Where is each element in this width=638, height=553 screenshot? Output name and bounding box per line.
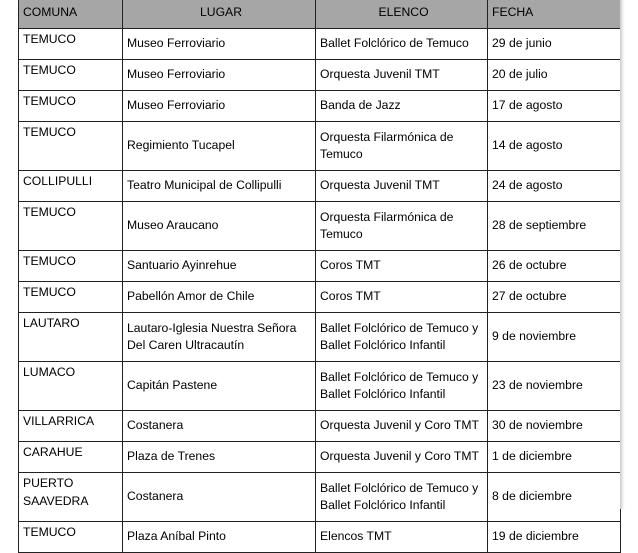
cell-lugar: Museo Ferroviario (123, 60, 316, 91)
cell-elenco: Ballet Folclórico de Temuco y Ballet Folclórico Infantil (316, 362, 488, 411)
cell-lugar: Museo Araucano (123, 202, 316, 251)
cell-comuna: LUMACO (19, 362, 123, 411)
cell-elenco: Orquesta Juvenil TMT (316, 60, 488, 91)
table-row (19, 282, 621, 313)
table-row (19, 91, 621, 122)
cell-fecha: 26 de octubre (488, 251, 621, 282)
cell-fecha: 8 de diciembre (488, 473, 621, 522)
cell-lugar: Pabellón Amor de Chile (123, 282, 316, 313)
page-edge-shadow (620, 0, 625, 509)
cell-comuna: TEMUCO (19, 251, 123, 282)
table-row (19, 442, 621, 473)
table-row (19, 29, 621, 60)
cell-elenco: Elencos TMT (316, 522, 488, 553)
cell-elenco: Orquesta Filarmónica de Temuco (316, 202, 488, 251)
cell-fecha: 28 de septiembre (488, 202, 621, 251)
table-row (19, 411, 621, 442)
cell-comuna: TEMUCO (19, 29, 123, 60)
cell-elenco: Orquesta Juvenil y Coro TMT (316, 442, 488, 473)
cell-lugar: Plaza Aníbal Pinto (123, 522, 316, 553)
cell-lugar: Capitán Pastene (123, 362, 316, 411)
cell-lugar: Regimiento Tucapel (123, 122, 316, 171)
table-row (19, 473, 621, 522)
cell-fecha: 20 de julio (488, 60, 621, 91)
header-row (19, 0, 621, 29)
table-row (19, 362, 621, 411)
header-elenco: ELENCO (316, 0, 488, 29)
table-row (19, 171, 621, 202)
cell-elenco: Banda de Jazz (316, 91, 488, 122)
table-row (19, 522, 621, 553)
cell-elenco: Orquesta Juvenil y Coro TMT (316, 411, 488, 442)
cell-comuna: LAUTARO (19, 313, 123, 362)
cell-elenco: Orquesta Juvenil TMT (316, 171, 488, 202)
cell-lugar: Costanera (123, 473, 316, 522)
cell-lugar: Museo Ferroviario (123, 29, 316, 60)
header-comuna: COMUNA (19, 0, 123, 29)
cell-fecha: 14 de agosto (488, 122, 621, 171)
table-row (19, 251, 621, 282)
cell-fecha: 27 de octubre (488, 282, 621, 313)
schedule-table (18, 0, 621, 553)
cell-elenco: Coros TMT (316, 282, 488, 313)
cell-lugar: Museo Ferroviario (123, 91, 316, 122)
cell-lugar: Plaza de Trenes (123, 442, 316, 473)
table-row (19, 202, 621, 251)
cell-fecha: 19 de diciembre (488, 522, 621, 553)
cell-lugar: Teatro Municipal de Collipulli (123, 171, 316, 202)
cell-comuna: PUERTO SAAVEDRA (19, 473, 123, 522)
cell-comuna: TEMUCO (19, 60, 123, 91)
cell-comuna: TEMUCO (19, 91, 123, 122)
cell-comuna: TEMUCO (19, 202, 123, 251)
cell-fecha: 29 de junio (488, 29, 621, 60)
table-row (19, 122, 621, 171)
cell-fecha: 9 de noviembre (488, 313, 621, 362)
cell-fecha: 23 de noviembre (488, 362, 621, 411)
cell-elenco: Ballet Folclórico de Temuco y Ballet Folclórico Infantil (316, 313, 488, 362)
cell-lugar: Costanera (123, 411, 316, 442)
cell-comuna: COLLIPULLI (19, 171, 123, 202)
cell-comuna: VILLARRICA (19, 411, 123, 442)
cell-fecha: 24 de agosto (488, 171, 621, 202)
cell-comuna: TEMUCO (19, 122, 123, 171)
table-row (19, 60, 621, 91)
cell-fecha: 30 de noviembre (488, 411, 621, 442)
cell-fecha: 17 de agosto (488, 91, 621, 122)
cell-comuna: TEMUCO (19, 522, 123, 553)
table-row (19, 313, 621, 362)
cell-comuna: CARAHUE (19, 442, 123, 473)
cell-elenco: Coros TMT (316, 251, 488, 282)
cell-lugar: Lautaro-Iglesia Nuestra Señora Del Caren Ultracautín (123, 313, 316, 362)
cell-elenco: Ballet Folclórico de Temuco y Ballet Folclórico Infantil (316, 473, 488, 522)
cell-fecha: 1 de diciembre (488, 442, 621, 473)
cell-comuna: TEMUCO (19, 282, 123, 313)
cell-elenco: Orquesta Filarmónica de Temuco (316, 122, 488, 171)
cell-elenco: Ballet Folclórico de Temuco (316, 29, 488, 60)
header-fecha: FECHA (488, 0, 621, 29)
cell-lugar: Santuario Ayinrehue (123, 251, 316, 282)
header-lugar: LUGAR (123, 0, 316, 29)
